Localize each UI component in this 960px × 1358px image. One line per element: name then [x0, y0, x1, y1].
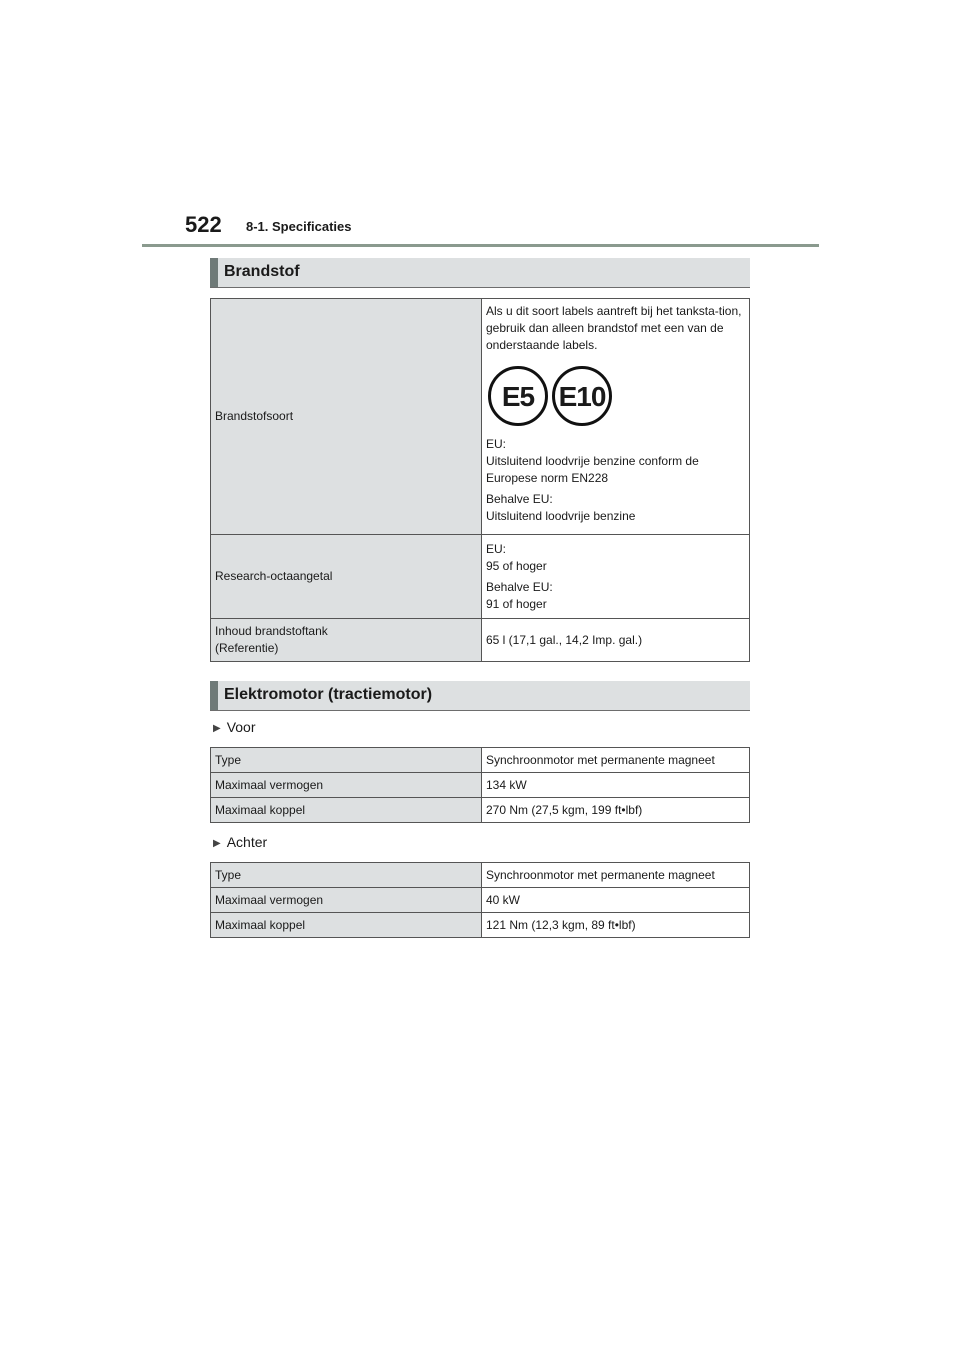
table-row — [211, 299, 750, 535]
front-power-value: 134 kW — [482, 773, 750, 798]
tank-capacity-label-line1: Inhoud brandstoftank — [215, 624, 328, 638]
front-torque-value: 270 Nm (27,5 kgm, 199 ft•lbf) — [482, 798, 750, 823]
fuel-label-intro: Als u dit soort labels aantreft bij het tanksta-tion, gebruik dan alleen brandstof met een van de onderstaande labels. — [486, 304, 742, 352]
table-row — [211, 888, 750, 913]
page-number: 522 — [185, 212, 222, 237]
front-motor-title: Voor — [226, 719, 256, 735]
fuel-type-value — [482, 299, 750, 535]
front-type-label: Type — [211, 748, 482, 773]
rear-motor-title: Achter — [226, 834, 268, 850]
fuel-type-label: Brandstofsoort — [211, 299, 482, 535]
tank-capacity-label — [211, 619, 482, 662]
rear-torque-label: Maximaal koppel — [211, 913, 482, 938]
table-row — [211, 798, 750, 823]
fuel-labels — [488, 366, 745, 426]
heading-accent-bar — [210, 681, 218, 710]
tank-capacity-value: 65 l (17,1 gal., 14,2 Imp. gal.) — [482, 619, 750, 662]
non-eu-octane-text: 91 of hoger — [486, 596, 547, 611]
motor-heading-title: Elektromotor (tractiemotor) — [224, 686, 433, 703]
front-motor-table — [210, 747, 750, 823]
rear-type-value: Synchroonmotor met permanente magneet — [482, 863, 750, 888]
non-eu-label: Behalve EU: — [486, 492, 553, 506]
table-row — [211, 863, 750, 888]
heading-accent-bar — [210, 258, 218, 287]
eu-octane-text: 95 of hoger — [486, 558, 547, 573]
triangle-right-icon: ▶ — [213, 723, 221, 734]
eu-label: EU: — [486, 437, 507, 451]
e10-fuel-label-icon: E10 — [552, 366, 612, 426]
front-power-label: Maximaal vermogen — [211, 773, 482, 798]
triangle-right-icon: ▶ — [213, 838, 221, 849]
motor-section-heading — [210, 681, 750, 711]
eu-fuel-text: Uitsluitend loodvrije benzine conform de Europese norm EN228 — [486, 454, 699, 485]
tank-capacity-label-line2: (Referentie) — [215, 641, 279, 655]
table-row — [211, 535, 750, 619]
eu-label: EU: — [486, 541, 507, 556]
rear-torque-value: 121 Nm (12,3 kgm, 89 ft•lbf) — [482, 913, 750, 938]
e5-fuel-label-icon: E5 — [488, 366, 548, 426]
rear-motor-table — [210, 862, 750, 938]
section-title: 8-1. Specificaties — [246, 219, 352, 234]
non-eu-label: Behalve EU: — [486, 579, 553, 594]
rear-power-value: 40 kW — [482, 888, 750, 913]
fuel-spec-table — [210, 298, 750, 662]
fuel-section-heading — [210, 258, 750, 288]
rear-power-label: Maximaal vermogen — [211, 888, 482, 913]
octane-label: Research-octaangetal — [211, 535, 482, 619]
rear-type-label: Type — [211, 863, 482, 888]
table-row — [211, 913, 750, 938]
rear-motor-subheading — [213, 834, 267, 850]
front-motor-subheading — [213, 719, 256, 735]
table-row — [211, 619, 750, 662]
table-row — [211, 748, 750, 773]
non-eu-fuel-text: Uitsluitend loodvrije benzine — [486, 509, 636, 523]
octane-value — [482, 535, 750, 619]
table-row — [211, 773, 750, 798]
front-torque-label: Maximaal koppel — [211, 798, 482, 823]
header-divider — [142, 244, 819, 247]
front-type-value: Synchroonmotor met permanente magneet — [482, 748, 750, 773]
fuel-heading-title: Brandstof — [224, 263, 300, 280]
